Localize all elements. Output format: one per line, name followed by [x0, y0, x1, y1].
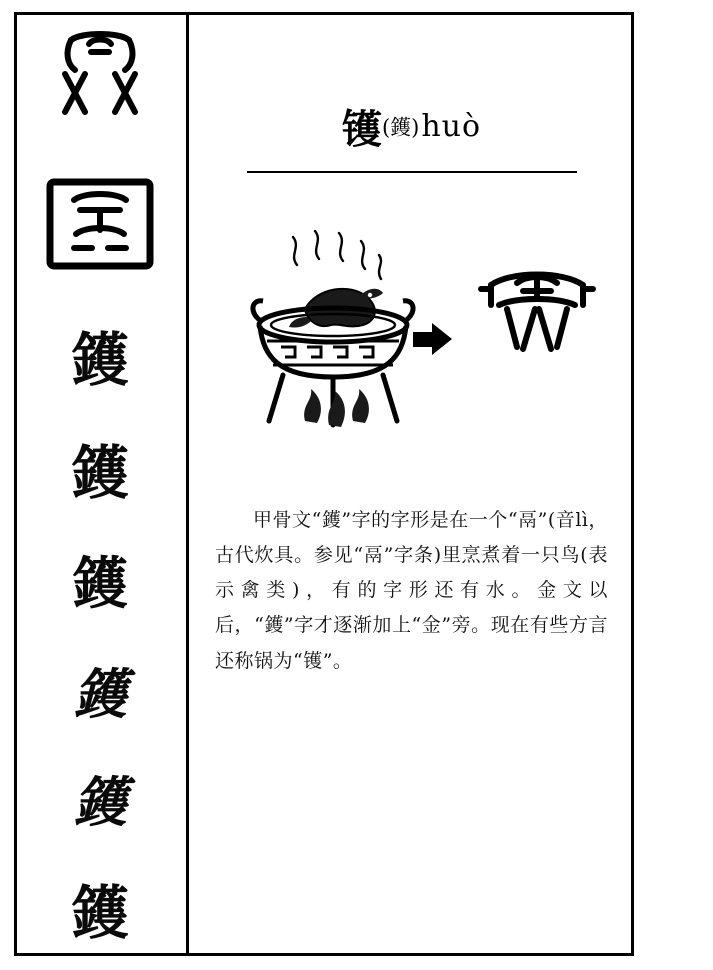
glyph-oracle-bone	[25, 30, 175, 119]
bronze-glyph-icon	[40, 174, 160, 274]
headword-character: 镬	[341, 106, 382, 153]
bronze-cauldron-illustration	[243, 225, 423, 444]
entry-content	[189, 12, 634, 956]
glyph-seal-large	[25, 438, 175, 507]
cauldron-with-bird-icon	[243, 225, 423, 440]
headword-variant: (鑊)	[381, 115, 420, 140]
page-title	[215, 98, 608, 155]
script-evolution-column	[14, 12, 189, 956]
explanation-paragraph: 甲骨文“鑊”字的字形是在一个“鬲”(音lì，古代炊具。参见“鬲”字条)里烹煮着一只鸟(表示禽类)，有的字形还有水。金文以后，“鑊”字才逐渐加上“金”旁。现在有些方言还称锅为“镬”。	[215, 509, 608, 672]
title-divider	[247, 171, 577, 173]
illustration-area	[215, 219, 608, 469]
glyph-running-text: 鑊	[73, 661, 127, 726]
oracle-bone-character-illustration	[477, 263, 597, 377]
arrow-shaft	[413, 332, 433, 347]
glyph-regular	[25, 878, 175, 947]
glyph-seal-large-text: 鑊	[70, 438, 129, 507]
headword-pinyin: huò	[421, 109, 482, 144]
glyph-seal-small-text: 鑊	[70, 326, 129, 395]
glyph-semi-cursive	[25, 770, 175, 835]
glyph-regular-text: 鑊	[70, 878, 129, 947]
oracle-character-huo-icon	[477, 263, 597, 373]
arrow-head	[432, 323, 452, 355]
glyph-seal-small	[25, 326, 175, 395]
glyph-clerical-text: 鑊	[72, 551, 128, 618]
glyph-clerical	[25, 551, 175, 618]
glyph-bronze	[25, 174, 175, 277]
glyph-running	[25, 661, 175, 726]
glyph-semi-cursive-text: 鑊	[73, 770, 127, 835]
oracle-bone-glyph-icon	[41, 30, 159, 116]
